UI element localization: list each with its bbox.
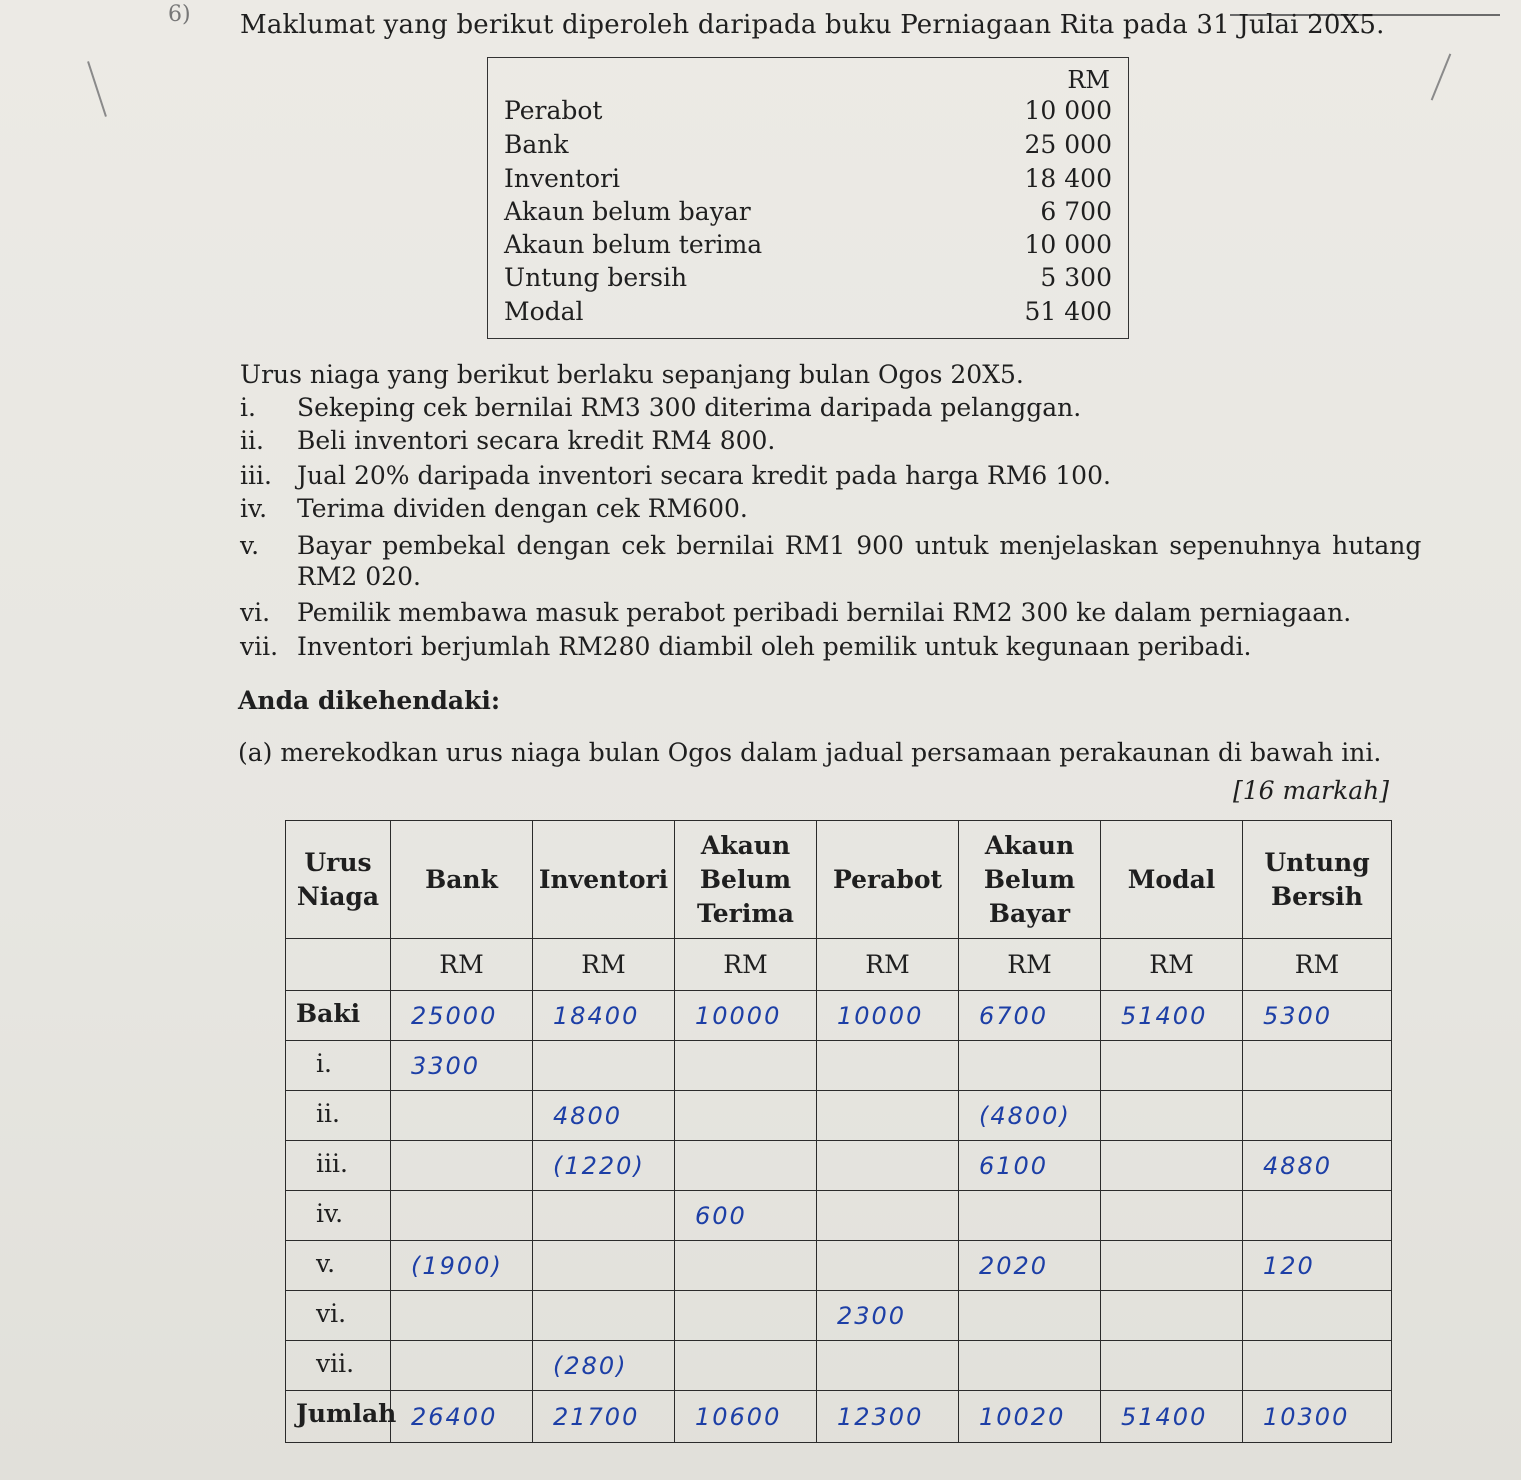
handwritten-entry: 12300: [837, 1402, 924, 1431]
info-value: 5 300: [1040, 263, 1112, 292]
transaction-num: vii.: [240, 632, 279, 661]
table-cell[interactable]: [1243, 991, 1392, 1041]
table-cell[interactable]: [675, 1041, 817, 1091]
handwritten-entry: (4800): [979, 1101, 1071, 1130]
info-value: 25 000: [1024, 130, 1112, 159]
header-inventori: Inventori: [533, 821, 675, 939]
handwritten-entry: 2300: [837, 1301, 907, 1330]
task-heading: Anda dikehendaki:: [238, 686, 501, 715]
header-perabot: Perabot: [817, 821, 959, 939]
row-label: vii.: [286, 1341, 391, 1391]
unit-cell: RM: [533, 939, 675, 991]
table-cell[interactable]: [391, 1291, 533, 1341]
table-cell[interactable]: [675, 1241, 817, 1291]
table-cell[interactable]: [675, 1341, 817, 1391]
table-cell[interactable]: [391, 991, 533, 1041]
table-cell[interactable]: [533, 1341, 675, 1391]
handwritten-entry: 18400: [553, 1001, 640, 1030]
handwritten-entry: 25000: [411, 1001, 498, 1030]
transaction-text-continued: RM2 020.: [297, 562, 421, 591]
table-row: [286, 1091, 1392, 1141]
handwritten-entry: 10300: [1263, 1402, 1350, 1431]
table-cell[interactable]: [1101, 1291, 1243, 1341]
header-modal: Modal: [1101, 821, 1243, 939]
table-cell[interactable]: [1101, 1141, 1243, 1191]
info-row: [504, 164, 1112, 194]
header-akaun-belum-bayar: Akaun Belum Bayar: [959, 821, 1101, 939]
total-row: [286, 1391, 1392, 1443]
unit-cell: [286, 939, 391, 991]
handwritten-entry: (1220): [553, 1151, 645, 1180]
handwritten-entry: 5300: [1263, 1001, 1333, 1030]
table-cell[interactable]: [959, 1291, 1101, 1341]
table-cell[interactable]: [533, 1141, 675, 1191]
row-label: i.: [286, 1041, 391, 1091]
units-row: [286, 939, 1392, 991]
table-cell[interactable]: [391, 1391, 533, 1443]
handwritten-entry: 6100: [979, 1151, 1049, 1180]
info-label: Akaun belum terima: [504, 230, 763, 259]
table-row: [286, 1341, 1392, 1391]
info-label: Akaun belum bayar: [504, 197, 751, 226]
table-cell[interactable]: [817, 1341, 959, 1391]
table-cell[interactable]: [391, 1041, 533, 1091]
unit-cell: RM: [959, 939, 1101, 991]
table-cell[interactable]: [817, 1241, 959, 1291]
table-cell[interactable]: [1101, 1391, 1243, 1443]
row-label: Baki: [286, 991, 391, 1041]
info-row: [504, 297, 1112, 327]
handwritten-entry: 120: [1263, 1251, 1315, 1280]
table-cell[interactable]: [391, 1341, 533, 1391]
table-cell[interactable]: [817, 1391, 959, 1443]
row-label: ii.: [286, 1091, 391, 1141]
pencil-mark-left: [87, 61, 107, 117]
info-label: Modal: [504, 297, 584, 326]
table-cell[interactable]: [817, 1041, 959, 1091]
transaction-text: Sekeping cek bernilai RM3 300 diterima daripada pelanggan.: [297, 393, 1082, 422]
unit-cell: RM: [675, 939, 817, 991]
table-cell[interactable]: [959, 1091, 1101, 1141]
table-cell[interactable]: [675, 1141, 817, 1191]
info-row: [504, 263, 1112, 293]
info-row: [504, 130, 1112, 160]
table-cell[interactable]: [1243, 1241, 1392, 1291]
transaction-num: ii.: [240, 426, 264, 455]
table-cell[interactable]: [817, 1291, 959, 1341]
table-cell[interactable]: [1243, 1141, 1392, 1191]
table-row: [286, 1241, 1392, 1291]
transaction-num: v.: [240, 531, 260, 560]
handwritten-entry: 21700: [553, 1402, 640, 1431]
task-a-text: (a) merekodkan urus niaga bulan Ogos dalam jadual persamaan perakaunan di bawah ini.: [238, 738, 1382, 767]
table-cell[interactable]: [959, 1191, 1101, 1241]
transaction-num: i.: [240, 393, 256, 422]
header-akaun-belum-terima: Akaun Belum Terima: [675, 821, 817, 939]
table-cell[interactable]: [1243, 1191, 1392, 1241]
question-number: 6): [168, 2, 191, 27]
table-cell[interactable]: [1101, 991, 1243, 1041]
balance-info-box: [487, 57, 1129, 339]
transactions-intro: Urus niaga yang berikut berlaku sepanjang bulan Ogos 20X5.: [240, 360, 1024, 389]
unit-cell: RM: [391, 939, 533, 991]
intro-text: Maklumat yang berikut diperoleh daripada buku Perniagaan Rita pada 31 Julai 20X5.: [240, 10, 1385, 40]
handwritten-entry: 51400: [1121, 1402, 1208, 1431]
table-cell[interactable]: [675, 1191, 817, 1241]
info-value: 6 700: [1040, 197, 1112, 226]
table-cell[interactable]: [675, 991, 817, 1041]
table-cell[interactable]: [533, 1391, 675, 1443]
handwritten-entry: 2020: [979, 1251, 1049, 1280]
unit-cell: RM: [1101, 939, 1243, 991]
handwritten-entry: 600: [695, 1201, 747, 1230]
handwritten-entry: 10020: [979, 1402, 1066, 1431]
table-cell[interactable]: [959, 1341, 1101, 1391]
transaction-text: Bayar pembekal dengan cek bernilai RM1 900 untuk menjelaskan sepenuhnya hutang: [297, 531, 1422, 560]
table-cell[interactable]: [959, 1241, 1101, 1291]
handwritten-entry: 51400: [1121, 1001, 1208, 1030]
row-label: iii.: [286, 1141, 391, 1191]
table-row: [286, 991, 1392, 1041]
info-currency-header: RM: [1067, 66, 1110, 94]
row-label: vi.: [286, 1291, 391, 1341]
table-cell[interactable]: [533, 1091, 675, 1141]
info-label: Bank: [504, 130, 569, 159]
table-cell[interactable]: [1101, 1041, 1243, 1091]
table-cell[interactable]: [1243, 1391, 1392, 1443]
table-cell[interactable]: [1101, 1191, 1243, 1241]
table-row: [286, 1191, 1392, 1241]
info-label: Untung bersih: [504, 263, 688, 292]
transaction-num: vi.: [240, 598, 271, 627]
table-cell[interactable]: [1243, 1341, 1392, 1391]
row-label-total: Jumlah: [286, 1391, 391, 1443]
transaction-text: Terima dividen dengan cek RM600.: [297, 494, 748, 523]
table-cell[interactable]: [1101, 1341, 1243, 1391]
table-cell[interactable]: [817, 1141, 959, 1191]
table-cell[interactable]: [959, 1141, 1101, 1191]
info-row: [504, 230, 1112, 260]
transaction-text: Jual 20% daripada inventori secara kredit pada harga RM6 100.: [297, 461, 1111, 490]
table-cell[interactable]: [1243, 1091, 1392, 1141]
header-row: [286, 821, 1392, 939]
row-label: v.: [286, 1241, 391, 1291]
info-value: 10 000: [1024, 96, 1112, 125]
info-label: Perabot: [504, 96, 603, 125]
info-row: [504, 197, 1112, 227]
info-label: Inventori: [504, 164, 621, 193]
handwritten-entry: (1900): [411, 1251, 503, 1280]
handwritten-entry: 10000: [837, 1001, 924, 1030]
table-row: [286, 1141, 1392, 1191]
info-value: 18 400: [1024, 164, 1112, 193]
marks-label: [16 markah]: [1233, 776, 1389, 805]
header-urus-niaga: Urus Niaga: [286, 821, 391, 939]
transaction-num: iii.: [240, 461, 272, 490]
table-cell[interactable]: [817, 1091, 959, 1141]
table-row: [286, 1041, 1392, 1091]
table-cell[interactable]: [391, 1141, 533, 1191]
table-cell[interactable]: [391, 1091, 533, 1141]
table-cell[interactable]: [817, 991, 959, 1041]
header-untung-bersih: Untung Bersih: [1243, 821, 1392, 939]
handwritten-entry: 26400: [411, 1402, 498, 1431]
transaction-num: iv.: [240, 494, 268, 523]
table-row: [286, 1291, 1392, 1341]
handwritten-entry: 10600: [695, 1402, 782, 1431]
info-row: [504, 96, 1112, 126]
handwritten-entry: 4880: [1263, 1151, 1333, 1180]
unit-cell: RM: [817, 939, 959, 991]
transaction-text: Inventori berjumlah RM280 diambil oleh pemilik untuk kegunaan peribadi.: [297, 632, 1252, 661]
table-cell[interactable]: [1101, 1241, 1243, 1291]
table-cell[interactable]: [533, 991, 675, 1041]
table-cell[interactable]: [533, 1191, 675, 1241]
header-bank: Bank: [391, 821, 533, 939]
row-label: iv.: [286, 1191, 391, 1241]
transaction-text: Pemilik membawa masuk perabot peribadi bernilai RM2 300 ke dalam perniagaan.: [297, 598, 1352, 627]
info-value: 51 400: [1024, 297, 1112, 326]
table-cell[interactable]: [959, 1391, 1101, 1443]
transaction-text: Beli inventori secara kredit RM4 800.: [297, 426, 776, 455]
info-value: 10 000: [1024, 230, 1112, 259]
table-cell[interactable]: [675, 1391, 817, 1443]
pencil-mark-right: [1431, 53, 1452, 100]
handwritten-entry: 3300: [411, 1051, 481, 1080]
table-cell[interactable]: [675, 1091, 817, 1141]
table-cell[interactable]: [1243, 1291, 1392, 1341]
table-cell[interactable]: [1243, 1041, 1392, 1091]
unit-cell: RM: [1243, 939, 1392, 991]
table-cell[interactable]: [391, 1191, 533, 1241]
table-cell[interactable]: [533, 1241, 675, 1291]
table-cell[interactable]: [959, 1041, 1101, 1091]
accounting-equation-table: [285, 820, 1392, 1443]
table-cell[interactable]: [533, 1291, 675, 1341]
table-cell[interactable]: [1101, 1091, 1243, 1141]
table-cell[interactable]: [533, 1041, 675, 1091]
handwritten-entry: 10000: [695, 1001, 782, 1030]
table-cell[interactable]: [817, 1191, 959, 1241]
handwritten-entry: 6700: [979, 1001, 1049, 1030]
handwritten-entry: 4800: [553, 1101, 623, 1130]
table-cell[interactable]: [391, 1241, 533, 1291]
handwritten-entry: (280): [553, 1351, 628, 1380]
table-cell[interactable]: [675, 1291, 817, 1341]
table-cell[interactable]: [959, 991, 1101, 1041]
